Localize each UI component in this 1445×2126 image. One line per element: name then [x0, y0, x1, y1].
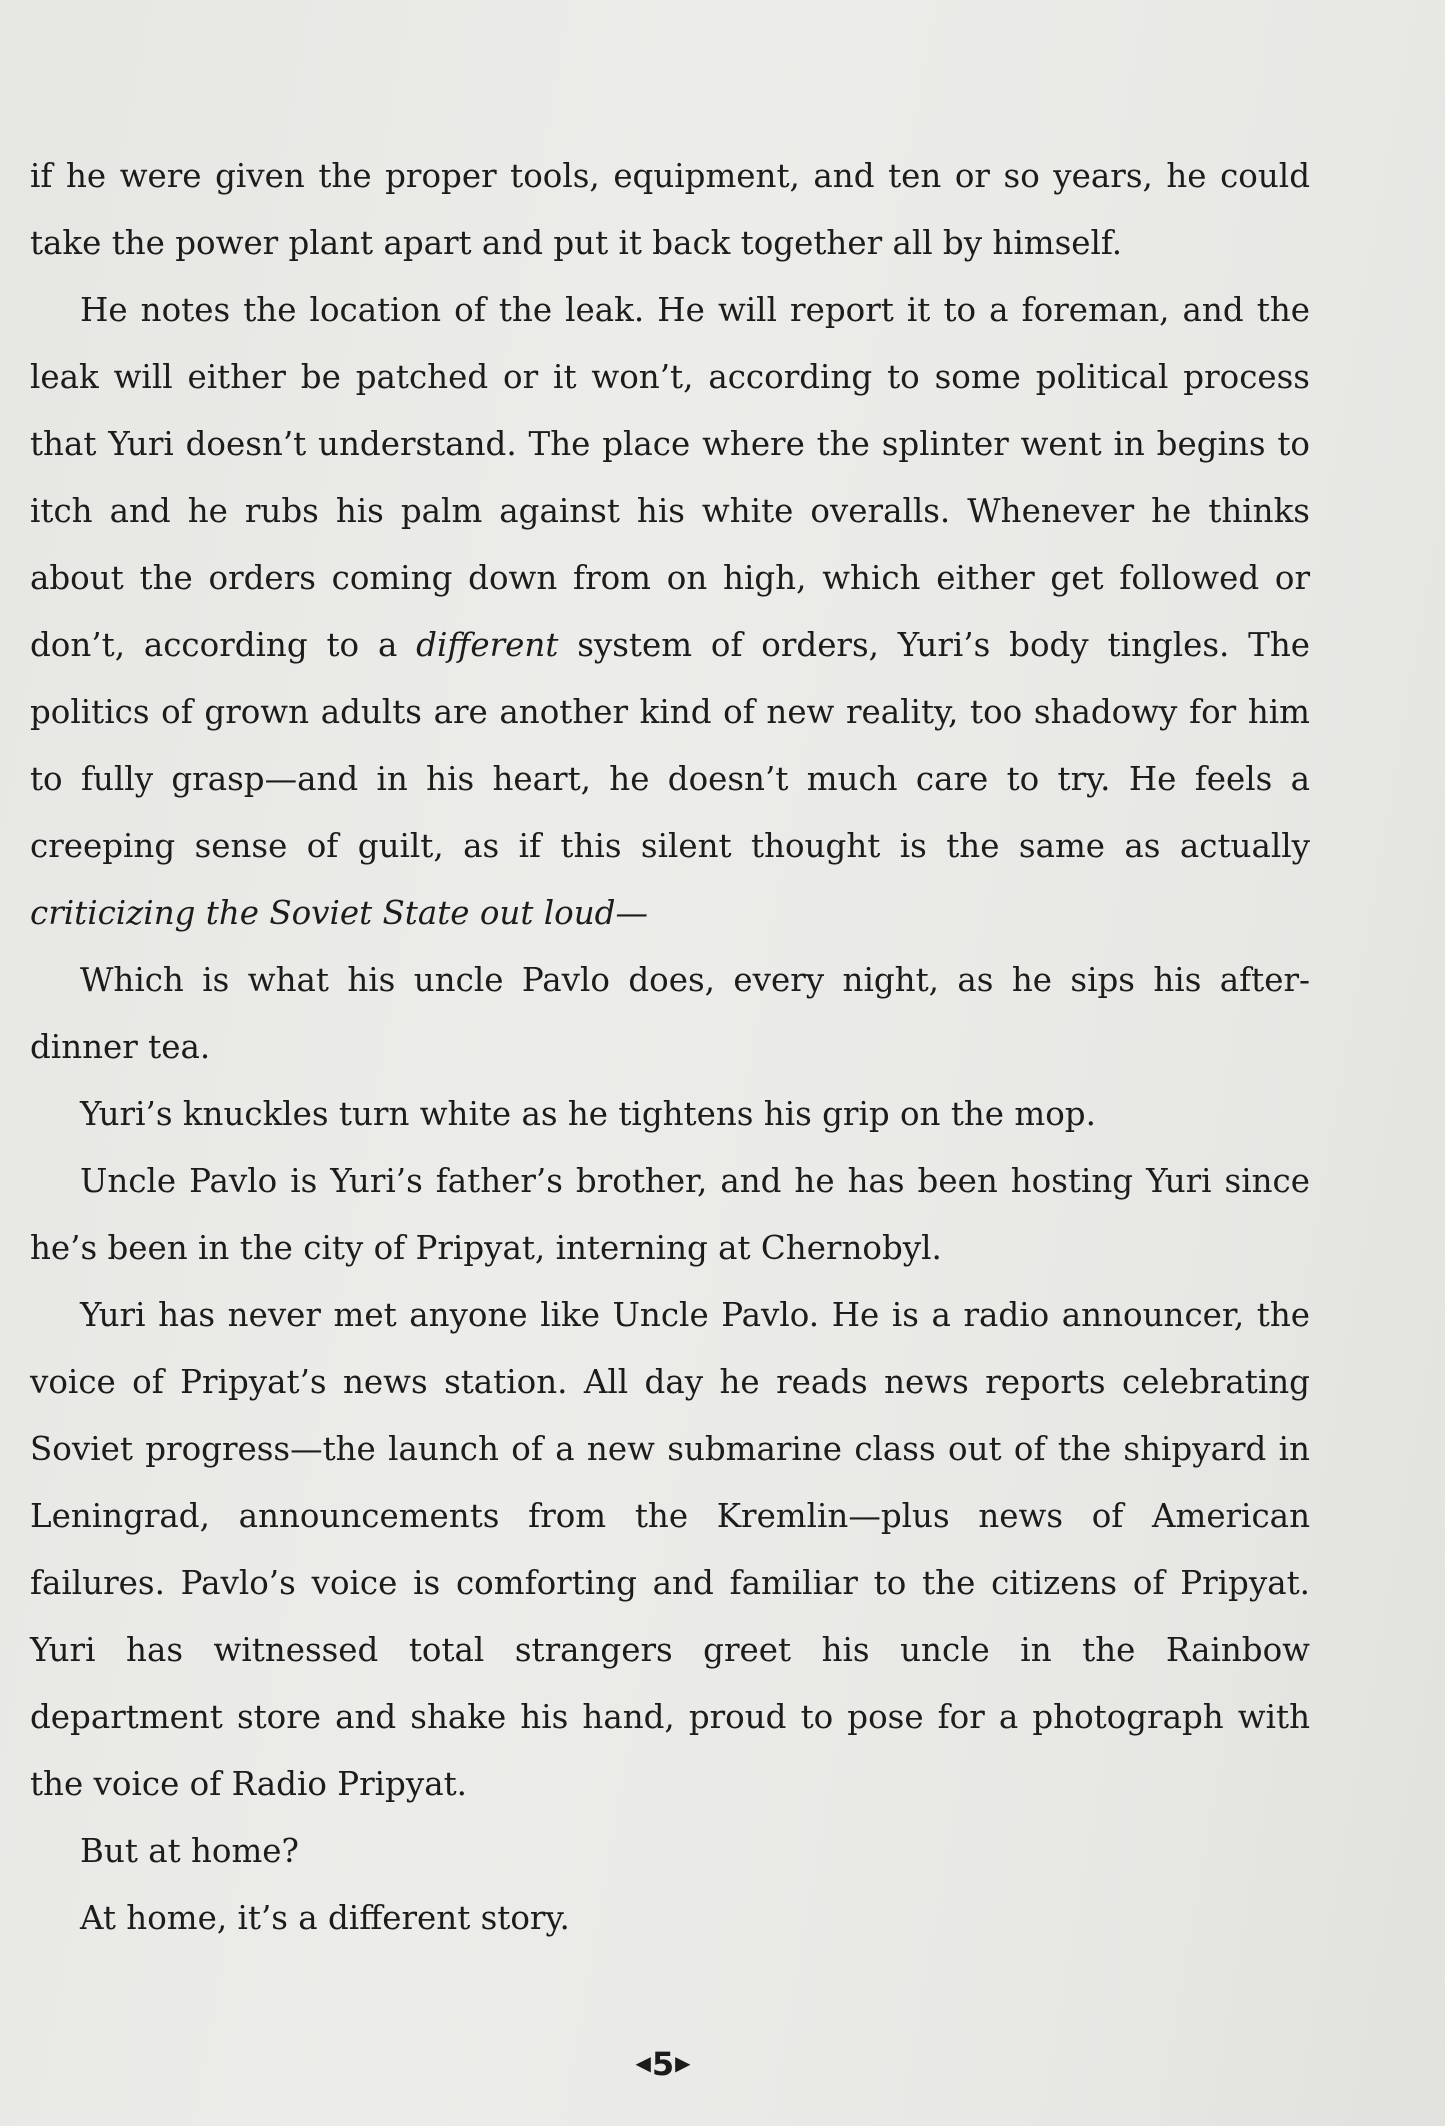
page-number	[0, 2045, 1327, 2083]
right-arrow-icon: ▶	[675, 2051, 692, 2075]
paragraph-3: Which is what his uncle Pavlo does, every night, as he sips his after-dinner tea.	[30, 961, 1310, 1066]
paragraph-7: But at home?	[80, 1832, 299, 1870]
paragraph-1: if he were given the proper tools, equipment, and ten or so years, he could take the power plant apart and put it back together all by himself.	[30, 157, 1310, 262]
emphasis-criticizing: criticizing the Soviet State out loud—	[30, 894, 648, 932]
paragraph-2: He notes the location of the leak. He will report it to a foreman, and the leak will either be patched or it won’t, according to some political process that Yuri doesn’t understand. The place where the splinter went in begins to itch and he rubs his palm against his white overalls. Whenever he thinks about the orders coming down from on high, which either get followed or don’t, according to a different system of orders, Yuri’s body tingles. The politics of grown adults are another kind of new reality, too shadowy for him to fully grasp—and in his heart, he doesn’t much care to try. He feels a creeping sense of guilt, as if this silent thought is the same as actually criticizing the Soviet State out loud—	[30, 291, 1310, 932]
paragraph-5: Uncle Pavlo is Yuri’s father’s brother, and he has been hosting Yuri since he’s been in the city of Pripyat, interning at Chernobyl.	[30, 1162, 1310, 1267]
left-arrow-icon: ◀	[635, 2051, 652, 2075]
paragraph-8: At home, it’s a different story.	[80, 1899, 570, 1937]
paragraph-4: Yuri’s knuckles turn white as he tightens his grip on the mop.	[80, 1095, 1096, 1133]
paragraph-6: Yuri has never met anyone like Uncle Pavlo. He is a radio announcer, the voice of Pripyat’s news station. All day he reads news reports celebrating Soviet progress—the launch of a new submarine class out of the shipyard in Leningrad, announcements from the Kremlin—plus news of American failures. Pavlo’s voice is comforting and familiar to the citizens of Pripyat. Yuri has witnessed total strangers greet his uncle in the Rainbow department store and shake his hand, proud to pose for a photograph with the voice of Radio Pripyat.	[30, 1296, 1310, 1803]
body-text	[30, 143, 1310, 1952]
page-number-value: 5	[651, 2045, 676, 2083]
emphasis-different: different	[416, 626, 559, 664]
